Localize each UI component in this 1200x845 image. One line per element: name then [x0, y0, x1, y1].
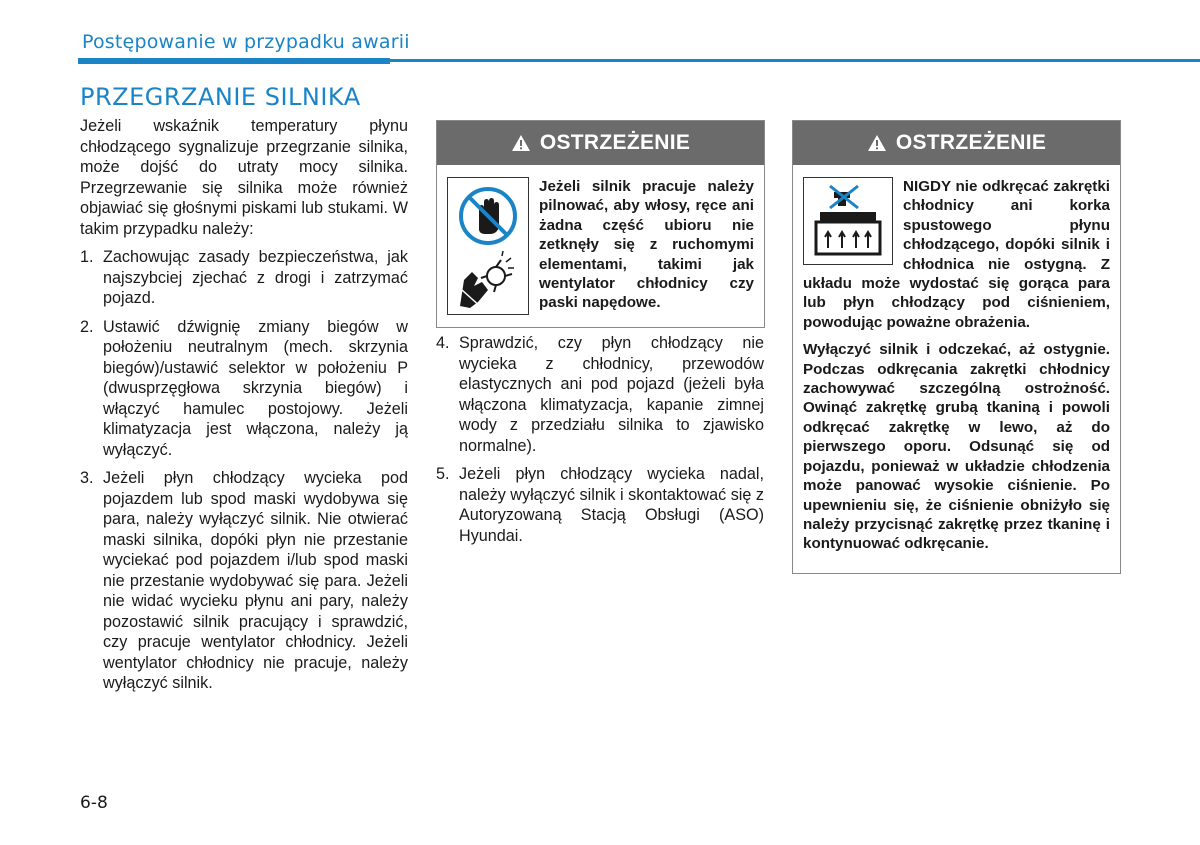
warning-header: [793, 121, 1120, 165]
list-item: [436, 333, 764, 456]
column-left: [80, 116, 408, 702]
warning-box-moving-parts: [436, 120, 765, 328]
warning-body: [793, 165, 1120, 572]
steps-list-a: [80, 247, 408, 694]
step-text: Jeżeli płyn chłodzący wycieka pod pojazdem lub spod maski wydobywa się para, należy wyłączyć silnik. Nie otwierać maski silnika, dopóki płyn nie przestanie wyciekać pod pojazdem i/lub spod maski nie przestanie wydobywać się para. Jeżeli nie widać wycieku płynu ani pary, należy pozostawić silnik pracujący i sprawdzić, czy pracuje wentylator chłodnicy. Jeżeli wentylator chłodnicy nie pracuje, należy wyłączyć silnik.: [103, 469, 408, 692]
section-title: PRZEGRZANIE SILNIKA: [80, 83, 361, 111]
warning-body: [437, 165, 764, 331]
warning-pictogram: [803, 177, 893, 265]
intro-paragraph: Jeżeli wskaźnik temperatury płynu chłodzącego sygnalizuje przegrzanie silnika, może dojść do utraty mocy silnika. Przegrzewanie się silnika może również objawiać się głośnymi piskami lub stukami. W takim przypadku należy:: [80, 117, 408, 238]
step-text: Sprawdzić, czy płyn chłodzący nie wycieka z chłodnicy, przewodów elastycznych ani pod pojazd (jeżeli była włączona klimatyzacja, kapanie zimnej wody z przedziału silnika to zjawisko normalne).: [459, 334, 764, 455]
list-item: [80, 468, 408, 694]
list-item: [80, 317, 408, 461]
step-number: 5.: [436, 465, 450, 483]
warning-text: Jeżeli silnik pracuje należy pilnować, aby włosy, ręce ani żadna część ubioru nie zetknęły się z ruchomymi elementami, takimi jak wentylator chłodnicy czy paski napędowe.: [539, 178, 754, 312]
step-number: 1.: [80, 248, 94, 266]
list-item: [436, 464, 764, 546]
running-header: Postępowanie w przypadku awarii: [82, 31, 410, 53]
no-hot-radiator-icon: [804, 178, 892, 264]
warning-title: OSTRZEŻENIE: [895, 131, 1047, 154]
step-text: Jeżeli płyn chłodzący wycieka nadal, należy wyłączyć silnik i skontaktować się z Autoryzowaną Stacją Obsługi (ASO) Hyundai.: [459, 465, 764, 545]
header-rule-accent: [78, 58, 390, 64]
warning-triangle-icon: [867, 134, 887, 152]
step-number: 2.: [80, 317, 94, 336]
warning-pictogram: [447, 177, 529, 315]
warning-triangle-icon: [511, 134, 531, 152]
warning-box-radiator-cap: [792, 120, 1121, 574]
step-text: Zachowując zasady bezpieczeństwa, jak najszybciej zjechać z drogi i zatrzymać pojazd.: [103, 248, 408, 307]
step-number: 4.: [436, 334, 450, 352]
warning-text-primary: NIGDY nie odkręcać zakrętki chłodnicy ani korka spustowego płynu chłodzącego, dopóki silnik i chłodnica nie ostygną. Z układu może wydostać się gorąca para lub płyn chłodzący pod ciśnieniem, powodując poważne obrażenia.: [803, 178, 1110, 331]
rotating-fan-hand-icon: [460, 251, 514, 308]
steps-list-b: [436, 333, 764, 546]
step-text: Ustawić dźwignię zmiany biegów w położeniu neutralnym (mech. skrzynia biegów)/ustawić selektor w położeniu P (dwusprzęgłowa skrzynia biegów) i włączyć hamulec postojowy. Jeżeli klimatyzacja jest włączona, należy ją wyłączyć.: [103, 317, 408, 459]
step-number: 3.: [80, 469, 94, 487]
no-hand-icon: [461, 189, 515, 243]
warning-header: [437, 121, 764, 165]
list-item: [80, 247, 408, 309]
page-number: 6-8: [80, 793, 108, 813]
warning-text-secondary: Wyłączyć silnik i odczekać, aż ostygnie. Podczas odkręcania zakrętki chłodnicy zachowywać szczególną ostrożność. Owinąć zakrętkę grubą tkaniną i powoli odkręcać zakrętkę w lewo, aż do pierwszego oporu. Odsunąć się od pojazdu, ponieważ w układzie chłodzenia może panować wysokie ciśnienie. Po upewnieniu się, że ciśnienie obniżyło się należy przycisnąć zakrętkę przez tkaninę i kontynuować odkręcanie.: [803, 341, 1110, 553]
column-middle: [436, 333, 764, 554]
warning-title: OSTRZEŻENIE: [539, 131, 691, 154]
